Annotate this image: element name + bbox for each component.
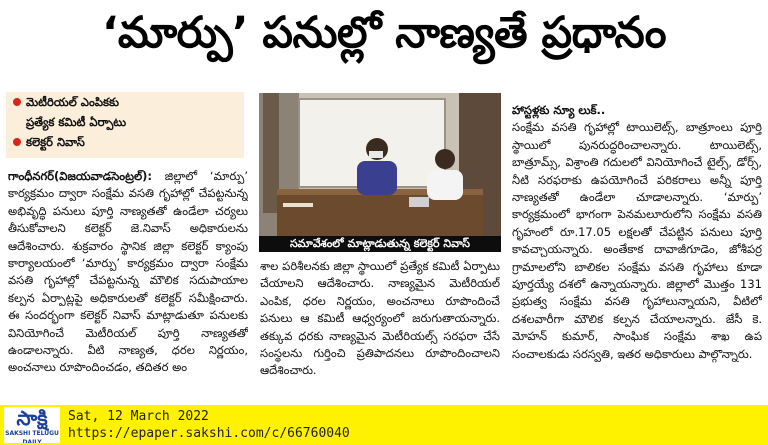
article-column-1	[8, 168, 248, 383]
meeting-photo	[259, 93, 501, 236]
logo-subtext: SAKSHI TELUGU DAILY	[5, 430, 59, 443]
dateline: గాంధీనగర్(విజయవాడసెంట్రల్):	[8, 169, 152, 183]
highlight-item	[6, 92, 244, 112]
subheading: హాస్టళ్లకు న్యూ లుక్..	[512, 103, 606, 117]
bullet-icon	[13, 138, 21, 146]
column-3-body: సంక్షేమ వసతి గృహాల్లో టాయిలెట్స్, బాత్రూంలు పూర్తి స్థాయిలో పునరుద్ధరించాలన్నారు. టాయిలెట్స్, బాత్రూమ్స్, విశ్రాంతి గదులలో వినియోగించే టైల్స్, డోర్స్, నీటి సరఫరాకు ఉపయోగించే పరికరాలు అన్నీ పూర్తి నాణ్యతతో ఉండేలా చూడాలన్నారు. ‘మార్పు’ కార్యక్రమంలో భాగంగా పెనమలూరులోని సంక్షేమ వసతి గృహంలో రూ.17.05 లక్షలతో చేపట్టిన పనులు పూర్తి కావచ్చాయన్నారు. అంతేకాక దావాజీగూడెం, జోశీపర్ర గ్రామాలలోని బాలికల సంక్షేమ వసతి గృహాలు కూడా పూర్తయ్యే దశలో ఉన్నాయన్నారు. జిల్లాలో మొత్తం 131 ప్రభుత్వ సంక్షేమ వసతి గృహాలున్నాయని, వీటిలో దశలవారీగా మౌలిక కల్పన చేయాలన్నారు. జేసీ కె. మోహన్ కుమార్, సాంఘిక సంక్షేమ శాఖ ఉప సంచాలకుడు సరస్వతి, ఇతర అధికారులు పాల్గొన్నారు.	[512, 120, 762, 361]
highlight-text-continued: ప్రత్యేక కమిటీ ఏర్పాటు	[26, 115, 127, 129]
logo-text: సాక్షి	[16, 407, 48, 430]
article-column-3	[512, 102, 762, 385]
highlight-item	[6, 132, 244, 152]
footer-bar	[0, 405, 768, 445]
epaper-link[interactable]: https://epaper.sakshi.com/c/66760040	[68, 426, 350, 441]
highlights-box	[6, 92, 244, 158]
column-2-body: శాల పరిశీలనకు జిల్లా స్థాయిలో ప్రత్యేక కమిటీ ఏర్పాటు చేయాలని ఆదేశించారు. నాణ్యమైన మెటీరియల్ ఎంపిక, ధరల నిర్ణయం, అంచనాలు రూపొందించే పనులు ఆ కమిటీ ఆధ్వర్యంలో జరుగుతాయన్నారు. తక్కువ ధరకు నాణ్యమైన మెటీరియల్స్ సరఫరా చేసే సంస్థలను గుర్తించి ప్రతిపాదనలు రూపొందించాలని ఆదేశించారు.	[260, 259, 500, 378]
sakshi-logo	[4, 407, 60, 443]
column-1-body: జిల్లాలో ‘మార్పు’ కార్యక్రమం ద్వారా సంక్షేమ వసతి గృహాల్లో చేపట్టనున్న అభివృద్ధి పనులు పూర్తి నాణ్యతతో ఉండేలా చర్యలు తీసుకోవాలని కలెక్టర్ జె.నివాస్ అధికారులను ఆదేశించారు. శుక్రవారం స్థానిక జిల్లా కలెక్టర్ క్యాంపు కార్యాలయంలో ‘మార్పు’ కార్యక్రమం ద్వారా సంక్షేమ వసతి గృహాల్లో చేపట్టనున్న మౌలిక సదుపాయాల కల్పన ఏర్పాట్లపై అధికారులతో కలెక్టర్ సమీక్షించారు. ఈ సందర్భంగా కలెక్టర్ నివాస్ మాట్లాడుతూ పనులకు వినియోగించే మెటీరియల్ పూర్తి నాణ్యతతో ఉండాలన్నారు. వీటి నాణ్యత, ధరల నిర్ణయం, అంచనాలు రూపొందించడం, తదితర అం	[8, 169, 248, 375]
highlight-text: కలెక్టర్ నివాస్	[26, 135, 85, 149]
publication-date: Sat, 12 March 2022	[68, 409, 209, 424]
meeting-photo-illustration	[259, 93, 501, 236]
bullet-icon	[13, 98, 21, 106]
highlight-text: మెటీరియల్ ఎంపికకు	[26, 95, 119, 109]
article-column-2	[260, 258, 500, 383]
headline: ‘మార్పు’ పనుల్లో నాణ్యతే ప్రధానం	[102, 8, 666, 58]
photo-caption: సమావేశంలో మాట్లాడుతున్న కలెక్టర్ నివాస్	[259, 236, 501, 252]
